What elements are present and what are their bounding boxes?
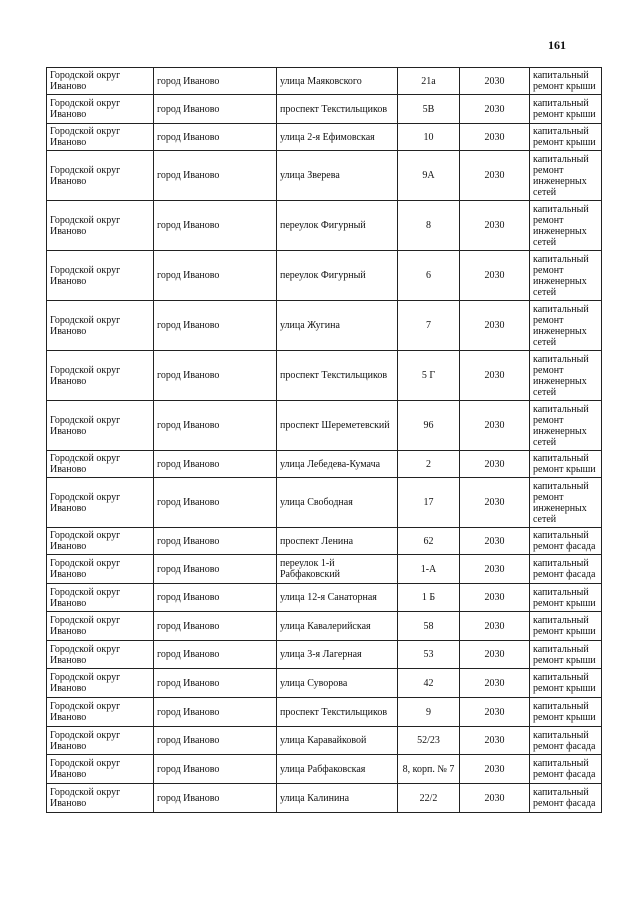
municipal-district-cell: Городской округ Иваново xyxy=(47,201,154,251)
planned-year-cell: 2030 xyxy=(460,301,530,351)
work-type-cell: капитальный ремонт крыши xyxy=(530,641,602,669)
planned-year-cell: 2030 xyxy=(460,68,530,95)
work-type-cell: капитальный ремонт фасада xyxy=(530,755,602,784)
street-cell: улица 3-я Лагерная xyxy=(277,641,398,669)
work-type-cell: капитальный ремонт инженерных сетей xyxy=(530,401,602,451)
house-number-cell: 1 Б xyxy=(398,584,460,612)
work-type-cell: капитальный ремонт фасада xyxy=(530,784,602,813)
house-number-cell: 9А xyxy=(398,151,460,201)
planned-year-cell: 2030 xyxy=(460,401,530,451)
planned-year-cell: 2030 xyxy=(460,669,530,698)
municipal-district-cell: Городской округ Иваново xyxy=(47,68,154,95)
planned-year-cell: 2030 xyxy=(460,528,530,555)
municipal-district-cell: Городской округ Иваново xyxy=(47,151,154,201)
table-row xyxy=(47,641,602,669)
city-cell: город Иваново xyxy=(154,641,277,669)
city-cell: город Иваново xyxy=(154,555,277,584)
municipal-district-cell: Городской округ Иваново xyxy=(47,755,154,784)
planned-year-cell: 2030 xyxy=(460,555,530,584)
street-cell: проспект Текстильщиков xyxy=(277,351,398,401)
municipal-district-cell: Городской округ Иваново xyxy=(47,251,154,301)
table-row xyxy=(47,698,602,727)
table-row xyxy=(47,528,602,555)
planned-year-cell: 2030 xyxy=(460,584,530,612)
planned-year-cell: 2030 xyxy=(460,784,530,813)
house-number-cell: 17 xyxy=(398,478,460,528)
street-cell: проспект Текстильщиков xyxy=(277,698,398,727)
city-cell: город Иваново xyxy=(154,251,277,301)
street-cell: улица Зверева xyxy=(277,151,398,201)
street-cell: проспект Ленина xyxy=(277,528,398,555)
municipal-district-cell: Городской округ Иваново xyxy=(47,727,154,755)
planned-year-cell: 2030 xyxy=(460,727,530,755)
city-cell: город Иваново xyxy=(154,201,277,251)
street-cell: улица Лебедева-Кумача xyxy=(277,451,398,478)
table-row xyxy=(47,301,602,351)
municipal-district-cell: Городской округ Иваново xyxy=(47,584,154,612)
street-cell: улица Рабфаковская xyxy=(277,755,398,784)
city-cell: город Иваново xyxy=(154,95,277,124)
work-type-cell: капитальный ремонт крыши xyxy=(530,698,602,727)
planned-year-cell: 2030 xyxy=(460,612,530,641)
city-cell: город Иваново xyxy=(154,584,277,612)
street-cell: улица 2-я Ефимовская xyxy=(277,124,398,151)
work-type-cell: капитальный ремонт крыши xyxy=(530,669,602,698)
municipal-district-cell: Городской округ Иваново xyxy=(47,351,154,401)
planned-year-cell: 2030 xyxy=(460,251,530,301)
municipal-district-cell: Городской округ Иваново xyxy=(47,641,154,669)
house-number-cell: 1-А xyxy=(398,555,460,584)
page-number: 161 xyxy=(548,38,566,52)
table-row xyxy=(47,451,602,478)
street-cell: улица Калинина xyxy=(277,784,398,813)
table-row xyxy=(47,755,602,784)
table-body xyxy=(47,68,602,813)
municipal-district-cell: Городской округ Иваново xyxy=(47,95,154,124)
city-cell: город Иваново xyxy=(154,151,277,201)
house-number-cell: 42 xyxy=(398,669,460,698)
street-cell: проспект Шереметевский xyxy=(277,401,398,451)
house-number-cell: 2 xyxy=(398,451,460,478)
city-cell: город Иваново xyxy=(154,698,277,727)
street-cell: переулок 1-й Рабфаковский xyxy=(277,555,398,584)
table-row xyxy=(47,151,602,201)
city-cell: город Иваново xyxy=(154,401,277,451)
planned-year-cell: 2030 xyxy=(460,478,530,528)
work-type-cell: капитальный ремонт инженерных сетей xyxy=(530,301,602,351)
city-cell: город Иваново xyxy=(154,784,277,813)
municipal-district-cell: Городской округ Иваново xyxy=(47,784,154,813)
work-type-cell: капитальный ремонт фасада xyxy=(530,555,602,584)
street-cell: переулок Фигурный xyxy=(277,201,398,251)
work-type-cell: капитальный ремонт крыши xyxy=(530,95,602,124)
house-number-cell: 9 xyxy=(398,698,460,727)
planned-year-cell: 2030 xyxy=(460,698,530,727)
table-row xyxy=(47,201,602,251)
city-cell: город Иваново xyxy=(154,669,277,698)
house-number-cell: 6 xyxy=(398,251,460,301)
city-cell: город Иваново xyxy=(154,727,277,755)
municipal-district-cell: Городской округ Иваново xyxy=(47,528,154,555)
work-type-cell: капитальный ремонт инженерных сетей xyxy=(530,478,602,528)
work-type-cell: капитальный ремонт инженерных сетей xyxy=(530,201,602,251)
work-type-cell: капитальный ремонт инженерных сетей xyxy=(530,251,602,301)
city-cell: город Иваново xyxy=(154,528,277,555)
table-row xyxy=(47,95,602,124)
municipal-district-cell: Городской округ Иваново xyxy=(47,451,154,478)
municipal-district-cell: Городской округ Иваново xyxy=(47,478,154,528)
table-row xyxy=(47,401,602,451)
table-row xyxy=(47,669,602,698)
city-cell: город Иваново xyxy=(154,612,277,641)
table-row xyxy=(47,612,602,641)
street-cell: улица Кавалерийская xyxy=(277,612,398,641)
street-cell: улица Суворова xyxy=(277,669,398,698)
municipal-district-cell: Городской округ Иваново xyxy=(47,698,154,727)
house-number-cell: 21а xyxy=(398,68,460,95)
table-row xyxy=(47,124,602,151)
municipal-district-cell: Городской округ Иваново xyxy=(47,612,154,641)
house-number-cell: 52/23 xyxy=(398,727,460,755)
work-type-cell: капитальный ремонт крыши xyxy=(530,584,602,612)
work-type-cell: капитальный ремонт фасада xyxy=(530,528,602,555)
work-type-cell: капитальный ремонт крыши xyxy=(530,124,602,151)
work-type-cell: капитальный ремонт крыши xyxy=(530,68,602,95)
municipal-district-cell: Городской округ Иваново xyxy=(47,401,154,451)
planned-year-cell: 2030 xyxy=(460,95,530,124)
street-cell: улица Свободная xyxy=(277,478,398,528)
planned-year-cell: 2030 xyxy=(460,151,530,201)
city-cell: город Иваново xyxy=(154,451,277,478)
house-number-cell: 53 xyxy=(398,641,460,669)
city-cell: город Иваново xyxy=(154,755,277,784)
work-type-cell: капитальный ремонт инженерных сетей xyxy=(530,151,602,201)
table-row xyxy=(47,727,602,755)
city-cell: город Иваново xyxy=(154,68,277,95)
city-cell: город Иваново xyxy=(154,478,277,528)
table-row xyxy=(47,351,602,401)
house-number-cell: 7 xyxy=(398,301,460,351)
planned-year-cell: 2030 xyxy=(460,755,530,784)
repair-schedule-table xyxy=(46,67,602,813)
city-cell: город Иваново xyxy=(154,351,277,401)
table-row xyxy=(47,478,602,528)
table-row xyxy=(47,584,602,612)
planned-year-cell: 2030 xyxy=(460,451,530,478)
table-row xyxy=(47,68,602,95)
house-number-cell: 62 xyxy=(398,528,460,555)
work-type-cell: капитальный ремонт фасада xyxy=(530,727,602,755)
municipal-district-cell: Городской округ Иваново xyxy=(47,301,154,351)
house-number-cell: 8, корп. № 7 xyxy=(398,755,460,784)
street-cell: переулок Фигурный xyxy=(277,251,398,301)
street-cell: улица 12-я Санаторная xyxy=(277,584,398,612)
house-number-cell: 58 xyxy=(398,612,460,641)
municipal-district-cell: Городской округ Иваново xyxy=(47,669,154,698)
table-row xyxy=(47,555,602,584)
work-type-cell: капитальный ремонт инженерных сетей xyxy=(530,351,602,401)
municipal-district-cell: Городской округ Иваново xyxy=(47,555,154,584)
table-row xyxy=(47,251,602,301)
table-row xyxy=(47,784,602,813)
street-cell: улица Каравайковой xyxy=(277,727,398,755)
city-cell: город Иваново xyxy=(154,301,277,351)
house-number-cell: 22/2 xyxy=(398,784,460,813)
house-number-cell: 5В xyxy=(398,95,460,124)
planned-year-cell: 2030 xyxy=(460,351,530,401)
city-cell: город Иваново xyxy=(154,124,277,151)
municipal-district-cell: Городской округ Иваново xyxy=(47,124,154,151)
street-cell: проспект Текстильщиков xyxy=(277,95,398,124)
planned-year-cell: 2030 xyxy=(460,201,530,251)
street-cell: улица Жугина xyxy=(277,301,398,351)
work-type-cell: капитальный ремонт крыши xyxy=(530,451,602,478)
house-number-cell: 96 xyxy=(398,401,460,451)
house-number-cell: 8 xyxy=(398,201,460,251)
street-cell: улица Маяковского xyxy=(277,68,398,95)
house-number-cell: 5 Г xyxy=(398,351,460,401)
planned-year-cell: 2030 xyxy=(460,641,530,669)
work-type-cell: капитальный ремонт крыши xyxy=(530,612,602,641)
house-number-cell: 10 xyxy=(398,124,460,151)
planned-year-cell: 2030 xyxy=(460,124,530,151)
